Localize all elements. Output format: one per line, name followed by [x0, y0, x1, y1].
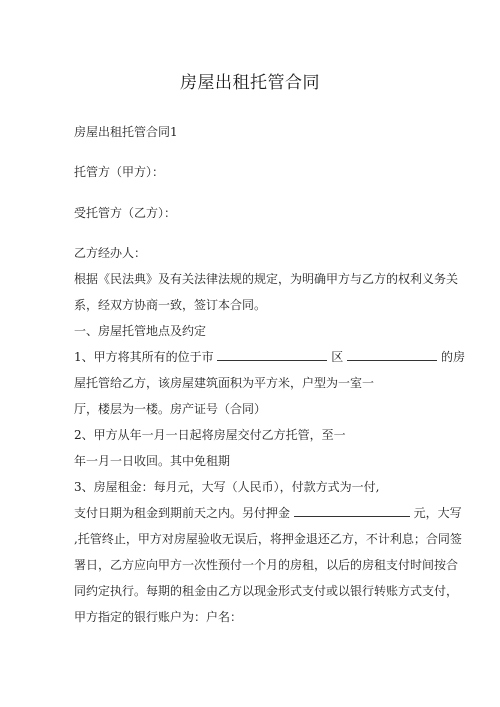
fill-blank-deposit [294, 505, 410, 517]
paragraph-line: 厅，楼层为一楼。房产证号（合同） [74, 402, 267, 416]
paragraph-line: 3、房屋租金：每月元，大写（人民币），付款方式为一付, [74, 480, 380, 494]
fill-blank-city [217, 349, 327, 361]
agent-label: 乙方经办人： [74, 246, 147, 260]
party-a-label: 托管方（甲方）： [74, 165, 165, 179]
paragraph-line: 根据《民法典》及有关法律法规的规定，为明确甲方与乙方的权利义务关 [74, 272, 459, 286]
document-title: 房屋出租托管合同 [180, 73, 320, 93]
paragraph-line: 同约定执行。每期的租金由乙方以现金形式支付或以银行转账方式支付， [74, 584, 459, 598]
paragraph-line: ,托管终止，甲方对房屋验收无误后，将押金退还乙方，不计利息；合同签 [74, 532, 462, 546]
clause-text: 的房 [440, 350, 465, 364]
paragraph-line: 年一月一日收回。其中免租期 [74, 454, 231, 468]
document-subtitle: 房屋出租托管合同1 [74, 125, 178, 139]
paragraph-line: 2、甲方从年一月一日起将房屋交付乙方托管，至一 [74, 428, 346, 442]
clause-3-line-2 [74, 505, 462, 521]
clause-1-line-1 [74, 349, 465, 365]
party-b-label: 受托管方（乙方）： [74, 206, 177, 220]
paragraph-line: 署日，乙方应向甲方一次性预付一个月的房租，以后的房租支付时间按合 [74, 558, 459, 572]
section-heading: 一、房屋托管地点及约定 [74, 324, 207, 338]
paragraph-line: 系，经双方协商一致，签订本合同。 [74, 298, 267, 312]
paragraph-line: 屋托管给乙方，该房屋建筑面积为平方米，户型为一室一 [74, 376, 375, 390]
clause-text: 元，大写 [413, 506, 462, 520]
clause-text: 1、甲方将其所有的位于市 [74, 350, 214, 364]
clause-text: 支付日期为租金到期前天之内。另付押金 [74, 506, 291, 520]
clause-text: 区 [331, 350, 344, 364]
fill-blank-district [347, 349, 437, 361]
paragraph-line: 甲方指定的银行账户为：户名： [74, 610, 243, 624]
